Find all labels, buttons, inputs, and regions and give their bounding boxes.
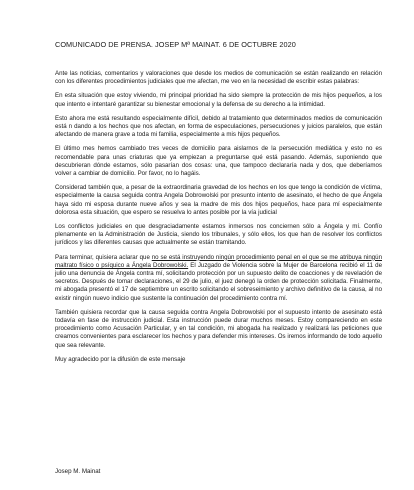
paragraph-media-treatment: Esto ahora me está resultando especialmente difícil, debido al tratamiento que determinados medios de comunicación está n dando a los hechos que nos afectan, en forma de especulaciones, persecuciones y juicios paralelos, que están afectando de manera grave a toda mi familia, especialmente a mis hijos pequeños.: [55, 114, 382, 139]
paragraph-closing: Muy agradecido por la difusión de este mensaje: [55, 355, 186, 363]
clarification-rest: El Juzgado de Violencia sobre la Mujer de Barcelona recibió el 11 de julio una denuncia de Ángela contra mí, solicitando protección por un supuesto delito de coacciones y de revelación de secretos. Después de tomar declaraciones, el 29 de julio, el juez denegó la orden de protección solicitada. Finalmente, mi abogada presentó el 17 de septiembre un escrito solicitando el sobreseimiento y archivo definitivo de la causa, al no existir ningún nuevo indicio que sustente la continuación del procedimiento contra mí.: [55, 261, 382, 302]
clarification-underlined: no se está instruyendo ningún procedimiento penal en el que se me atribuya ningún maltrato físico o psíquico a Ángela Dobrowolski.: [55, 253, 382, 269]
paragraph-relocation: El último mes hemos cambiado tres veces de domicilio para aislarnos de la persecución mediática y esto no es recomendable para unas criaturas que ya empiezan a preguntarse qué está pasando. Además, suponiendo que descubrieran dónde estamos, sólo pasarían dos cosas: una, que tampoco declararía nada y dos, que deberíamos volver a cambiar de domicilio. Por favor, no lo hagáis.: [55, 145, 382, 178]
paragraph-victim-condition: Considerad también que, a pesar de la extraordinaria gravedad de los hechos en los que tengo la condición de víctima, especialmente la causa seguida contra Angela Dobrowolski por presunto intento de asesinato, el hecho de que Ángela haya sido mi esposa durante nueve años y sea la madre de mis dos hijos pequeños, hace para mí especialmente dolorosa esta situación, que espero se resuelva lo antes posible por la vía judicial: [55, 184, 382, 216]
signature: Josep M. Mainat: [55, 468, 101, 475]
document-title: COMUNICADO DE PRENSA. JOSEP Mª MAINAT. 6 DE OCTUBRE 2020: [55, 40, 296, 49]
paragraph-priority: En esta situación que estoy viviendo, mi principal prioridad ha sido siempre la protección de mis hijos pequeños, a los que intento e intentaré garantizar su bienestar emocional y la defensa de su derecho a la intimidad.: [55, 92, 382, 108]
paragraph-clarification: [55, 254, 382, 303]
paragraph-instruction: También quisiera recordar que la causa seguida contra Angela Dobrowolski por el supuesto intento de asesinato está todavía en fase de instrucción judicial. Esta instrucción puede durar muchos meses. Estoy compareciendo en este procedimiento como Acusación Particular, y en tal condición, mi abogada ha realizado y realizará las peticiones que creamos convenientes para esclarecer los hechos y para defender mis intereses. Os iremos informando de todo aquello que sea relevante.: [55, 308, 382, 349]
paragraph-intro: Ante las noticias, comentarios y valoraciones que desde los medios de comunicación se están realizando en relación con los diferentes procedimientos judiciales que me afectan, me veo en la necesidad de escribir estas palabras:: [55, 70, 382, 86]
paragraph-judicial-conflicts: Los conflictos judiciales en que desgraciadamente estamos inmersos nos conciernen sólo a Ángela y mí. Confío plenamente en la Administración de Justicia, siendo los tribunales, y sólo ellos, los que han de resolver los conflictos jurídicos y las diferentes causas que actualmente se están tramitando.: [55, 223, 382, 247]
clarification-lead: Para terminar, quisiera aclarar que: [55, 253, 152, 261]
document-body: [55, 70, 382, 370]
